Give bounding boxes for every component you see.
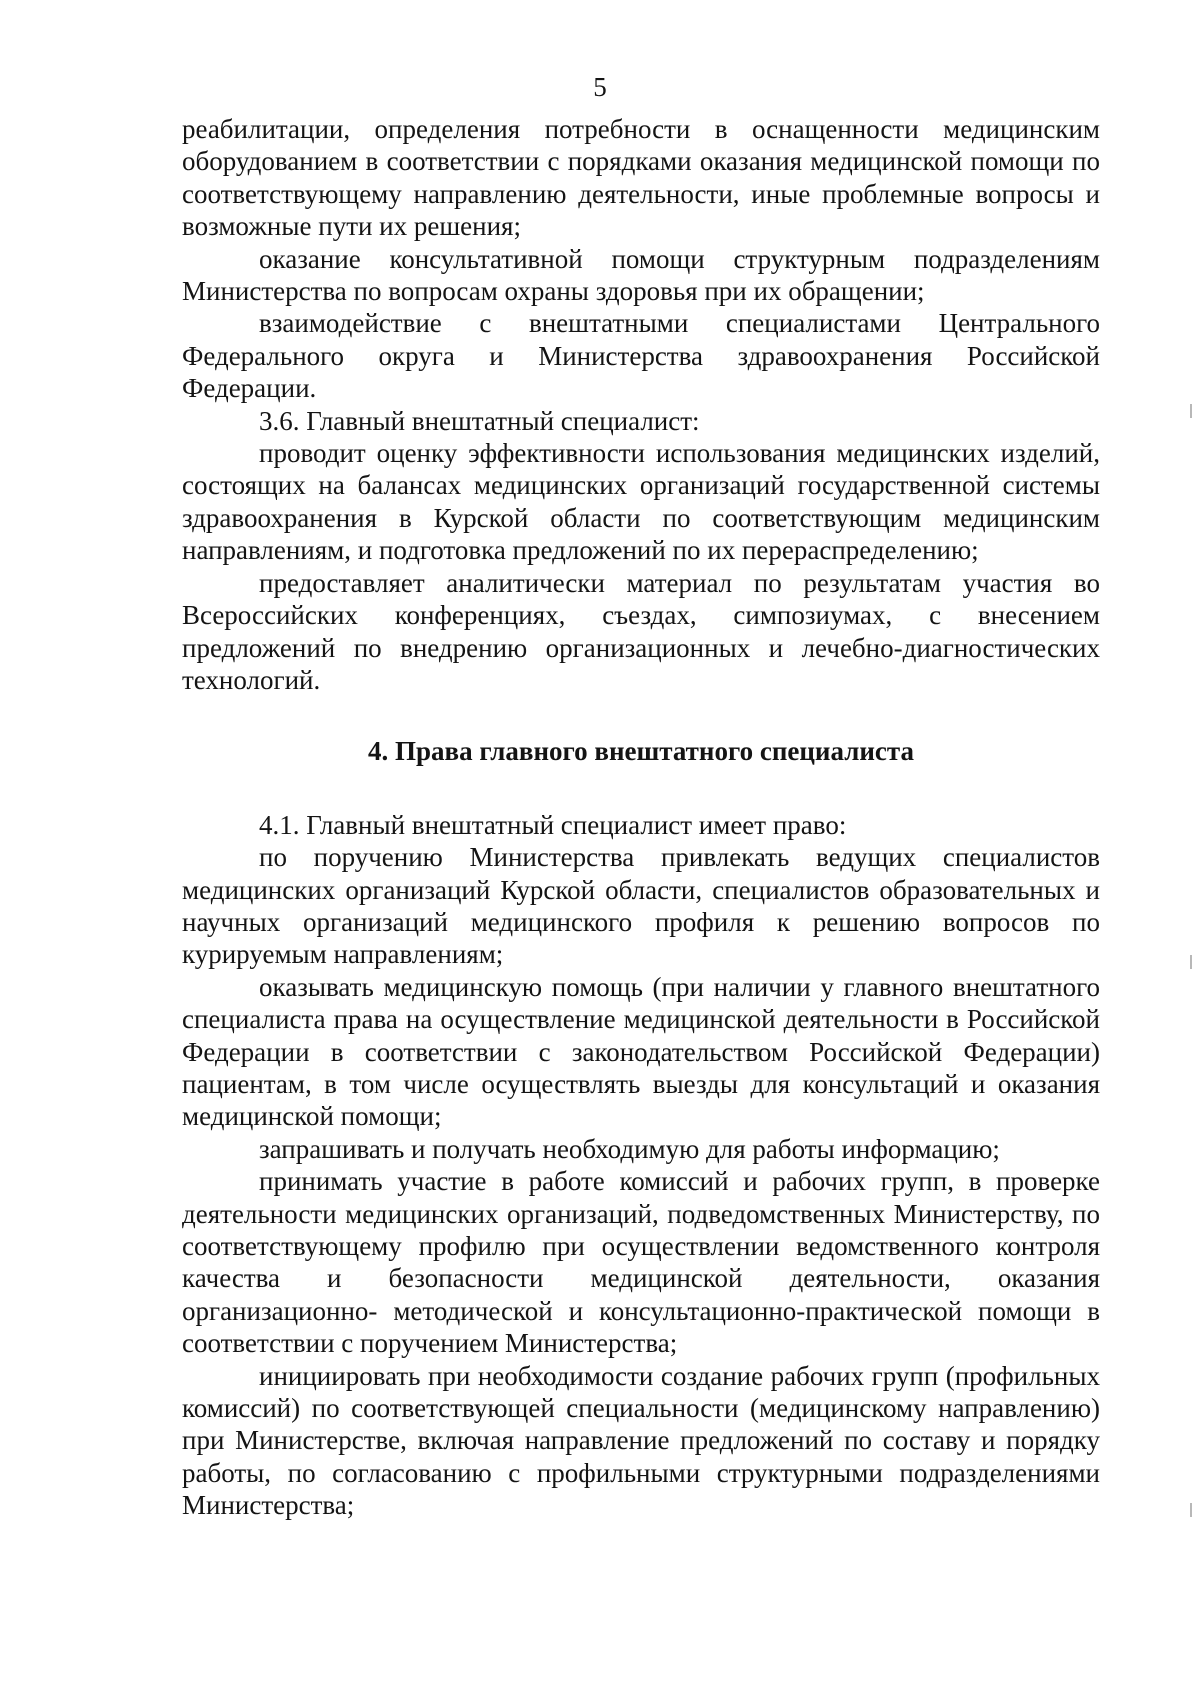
paragraph-interaction: взаимодействие с внештатными специалистами Центрального Федерального округа и Министерства здравоохранения Российской Федерации. <box>182 308 1100 404</box>
paragraph-commissions-participation: принимать участие в работе комиссий и рабочих групп, в проверке деятельности медицинских организаций, подведомственных Министерству, по соответствующему профилю при осуществлении ведомственного контроля качества и безопасности медицинской деятельности, оказания организационно- методической и консультационно-практической помощи в соответствии с поручением Министерства; <box>182 1166 1100 1359</box>
paragraph-consultative-help: оказание консультативной помощи структурным подразделениям Министерства по вопросам охраны здоровья при их обращении; <box>182 243 1100 307</box>
paragraph-analytical-material: предоставляет аналитически материал по результатам участия во Всероссийских конференциях, съездах, симпозиумах, с внесением предложений по внедрению организационных и лечебно-диагностических технологий. <box>182 567 1100 695</box>
paragraph-involve-specialists: по поручению Министерства привлекать ведущих специалистов медицинских организаций Курской области, специалистов образовательных и научных организаций медицинского профиля к решению вопросов по курируемым направлениям; <box>182 842 1100 970</box>
paragraph-initiate-working-groups: инициировать при необходимости создание рабочих групп (профильных комиссий) по соответствующей специальности (медицинскому направлению) при Министерстве, включая направление предложений по составу и порядку работы, по согласованию с профильными структурными подразделениями Министерства; <box>182 1360 1100 1521</box>
page-number: 5 <box>593 72 607 102</box>
clause-4-1: 4.1. Главный внештатный специалист имеет право: <box>259 809 847 840</box>
scan-edge-mark <box>1190 1503 1192 1517</box>
scan-edge-mark <box>1190 404 1192 418</box>
paragraph-efficiency-assessment: проводит оценку эффективности использования медицинских изделий, состоящих на балансах медицинских организаций государственной системы здравоохранения в Курской области по соответствующим медицинским направлениям, и подготовка предложений по их перераспределению; <box>182 438 1100 566</box>
scan-edge-mark <box>1190 955 1192 969</box>
paragraph-medical-help: оказывать медицинскую помощь (при наличии у главного внештатного специалиста права на осуществление медицинской деятельности в Российской Федерации в соответствии с законодательством Российской Федерации) пациентам, в том числе осуществлять выезды для консультаций и оказания медицинской помощи; <box>182 971 1100 1132</box>
section-heading-rights: 4. Права главного внештатного специалиста <box>368 736 914 767</box>
paragraph-rehabilitation-continued: реабилитации, определения потребности в оснащенности медицинским оборудованием в соответствии с порядками оказания медицинской помощи по соответствующему направлению деятельности, иные проблемные вопросы и возможные пути их решения; <box>182 114 1100 242</box>
document-body <box>182 113 1100 1522</box>
paragraph-request-information: запрашивать и получать необходимую для работы информацию; <box>259 1133 1000 1164</box>
clause-3-6: 3.6. Главный внештатный специалист: <box>259 405 700 436</box>
